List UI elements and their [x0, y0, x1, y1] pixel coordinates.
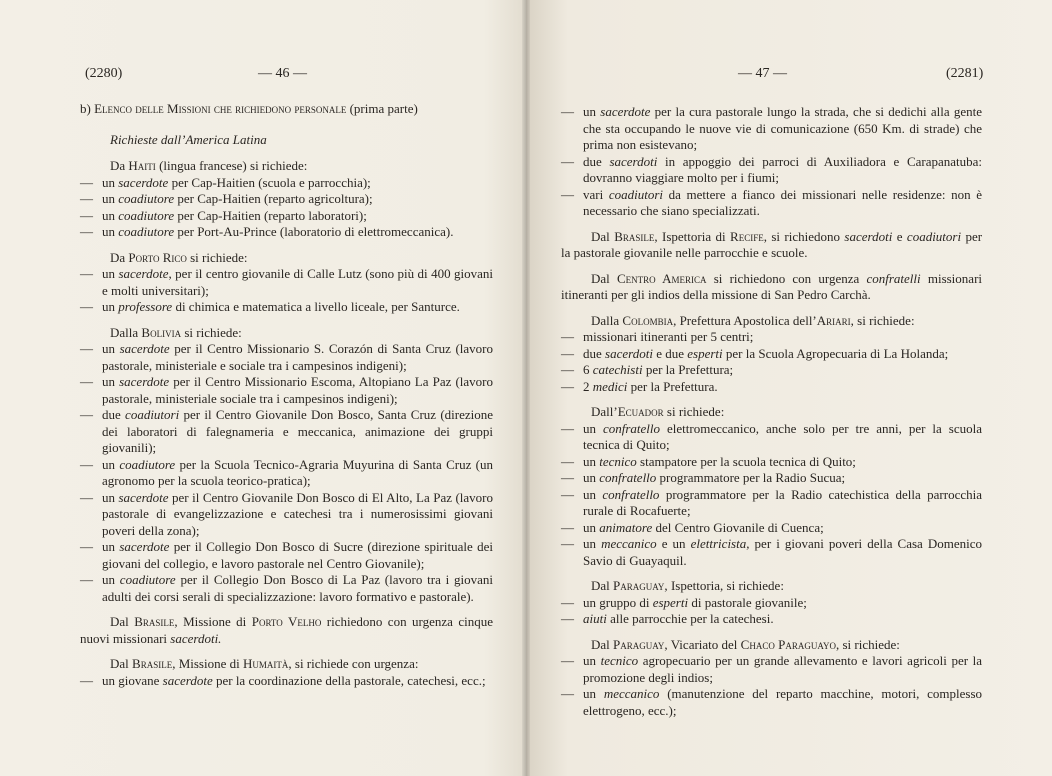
- book-gutter: [522, 0, 530, 776]
- paragraph-porto-velho: Dal Brasile, Missione di Porto Velho richiedono con urgenza cinque nuovi missionari sacerdoti.: [80, 614, 493, 646]
- paragraph-recife: Dal Brasile, Ispettoria di Recife, si richiedono sacerdoti e coadiutori per la pastorale giovanile nelle parrocchie e scuole.: [561, 228, 983, 260]
- paragraph-colombia: Dalla Colombia, Prefettura Apostolica dell’Ariari, si richiede:: [591, 312, 915, 328]
- page-number: — 47 —: [738, 66, 787, 81]
- list-item: — un sacerdote, per il centro giovanile di Calle Lutz (sono più di 400 giovani e molti universitari);: [80, 266, 494, 298]
- page-code: (2280): [85, 66, 123, 81]
- list-item: — un sacerdote per il Centro Missionario Escoma, Altopiano La Paz (lavoro pastorale, ministeriale sociale tra i campesinos indigeni);: [80, 374, 494, 406]
- paragraph-haiti: Da Haiti (lingua francese) si richiede:: [110, 158, 308, 173]
- list-item: — un tecnico stampatore per la scuola tecnica di Quito;: [561, 453, 856, 469]
- list-item: — un coadiutore per Port-Au-Prince (laboratorio di elettromeccanica).: [80, 224, 454, 239]
- list-item: — due sacerdoti e due esperti per la Scuola Agropecuaria di La Holanda;: [561, 345, 949, 361]
- page-number: — 46 —: [258, 66, 307, 81]
- list-item: — un confratello elettromeccanico, anche solo per tre anni, per la scuola tecnica di Quito;: [561, 420, 982, 452]
- paragraph-humaita: Dal Brasile, Missione di Humaità, si richiede con urgenza:: [110, 656, 419, 671]
- list-item: — un animatore del Centro Giovanile di Cuenca;: [561, 519, 824, 535]
- list-item: — un sacerdote per Cap-Haitien (scuola e parrocchia);: [80, 174, 371, 190]
- list-item: — un gruppo di esperti di pastorale giovanile;: [561, 594, 807, 610]
- list-item: — vari coadiutori da mettere a fianco dei missionari nelle residenze: non è necessario che siano specializzati.: [561, 186, 982, 218]
- list-item: — un sacerdote per il Centro Missionario S. Corazón di Santa Cruz (lavoro pastorale, ministeriale e sociale tra i campesinos indigeni);: [80, 341, 494, 373]
- list-item: — un professore di chimica e matematica a livello liceale, per Santurce.: [80, 299, 460, 314]
- list-item: — un meccanico (manutenzione del reparto macchine, motori, complesso elettrogeno, ecc.);: [561, 686, 983, 718]
- list-item: — un coadiutore per Cap-Haitien (reparto laboratori);: [80, 207, 367, 223]
- paragraph-porto-rico: Da Porto Rico si richiede:: [110, 249, 248, 265]
- section-heading: b) Elenco delle Missioni che richiedono personale (prima parte): [80, 101, 418, 116]
- list-item: — un confratello programmatore per la Radio catechistica della parrocchia rurale di Rocafuerte;: [561, 486, 983, 518]
- list-item: — un sacerdote per il Collegio Don Bosco di Sucre (direzione spirituale dei giovani del collegio, e lavoro pastorale nel Centro Giovanile);: [80, 539, 493, 571]
- list-item: — missionari itineranti per 5 centri;: [561, 329, 754, 344]
- list-item: — un giovane sacerdote per la coordinazione della pastorale, catechesi, ecc.;: [80, 672, 486, 688]
- section-subheading: Richieste dall’America Latina: [110, 131, 267, 147]
- right-text-column: [561, 104, 982, 719]
- list-item: — un tecnico agropecuario per un grande allevamento e lavori agricoli per la promozione degli indios;: [561, 653, 983, 685]
- list-item: — un coadiutore per il Collegio Don Bosco di La Paz (lavoro tra i giovani adulti dei corsi serali di specializzazione: lavoro formativo e pastorale).: [80, 572, 494, 604]
- list-item: — un meccanico e un elettricista, per i giovani poveri della Casa Domenico Savio di Guayaquil.: [561, 536, 983, 568]
- list-item: — aiuti alle parrocchie per la catechesi.: [561, 611, 774, 626]
- paragraph-ecuador: Dall’Ecuador si richiede:: [591, 404, 725, 419]
- list-item: — un sacerdote per il Centro Giovanile Don Bosco di El Alto, La Paz (lavoro pastorale di evangelizzazione e catechesi tra i numerosissimi giovani poveri della zona);: [80, 489, 494, 538]
- paragraph-paraguay-ispettoria: Dal Paraguay, Ispettoria, si richiede:: [591, 578, 784, 593]
- list-item: — due sacerdoti in appoggio dei parroci di Auxiliadora e Carapanatuba: dovranno viaggiare molto per i fiumi;: [561, 153, 983, 185]
- list-item: — un coadiutore per la Scuola Tecnico-Agraria Muyurina di Santa Cruz (un agronomo per la scuola teorico-pratica);: [80, 456, 494, 488]
- list-item: — un coadiutore per Cap-Haitien (reparto agricoltura);: [80, 191, 373, 206]
- list-item: — 6 catechisti per la Prefettura;: [561, 362, 734, 377]
- list-item: — un confratello programmatore per la Radio Sucua;: [561, 470, 846, 485]
- paragraph-bolivia: Dalla Bolivia si richiede:: [110, 324, 242, 340]
- paragraph-paraguay-chaco: Dal Paraguay, Vicariato del Chaco Paraguayo, si richiede:: [591, 636, 900, 652]
- page-code: (2281): [946, 66, 984, 81]
- paragraph-centro-america: Dal Centro America si richiedono con urgenza confratelli missionari itineranti per gli indios della missione di San Pedro Carchà.: [561, 270, 983, 302]
- list-item: — 2 medici per la Prefettura.: [561, 378, 718, 394]
- left-text-column: [80, 101, 493, 689]
- list-item: — due coadiutori per il Centro Giovanile Don Bosco, Santa Cruz (direzione dei laboratori di falegnameria e meccanica, animazione dei gruppi giovanili);: [80, 407, 494, 455]
- list-item: — un sacerdote per la cura pastorale lungo la strada, che si dedichi alla gente che sta occupando le nuove vie di comunicazione (650 Km. di strade) che prima non esistevano;: [561, 104, 983, 152]
- right-page: [526, 0, 1052, 776]
